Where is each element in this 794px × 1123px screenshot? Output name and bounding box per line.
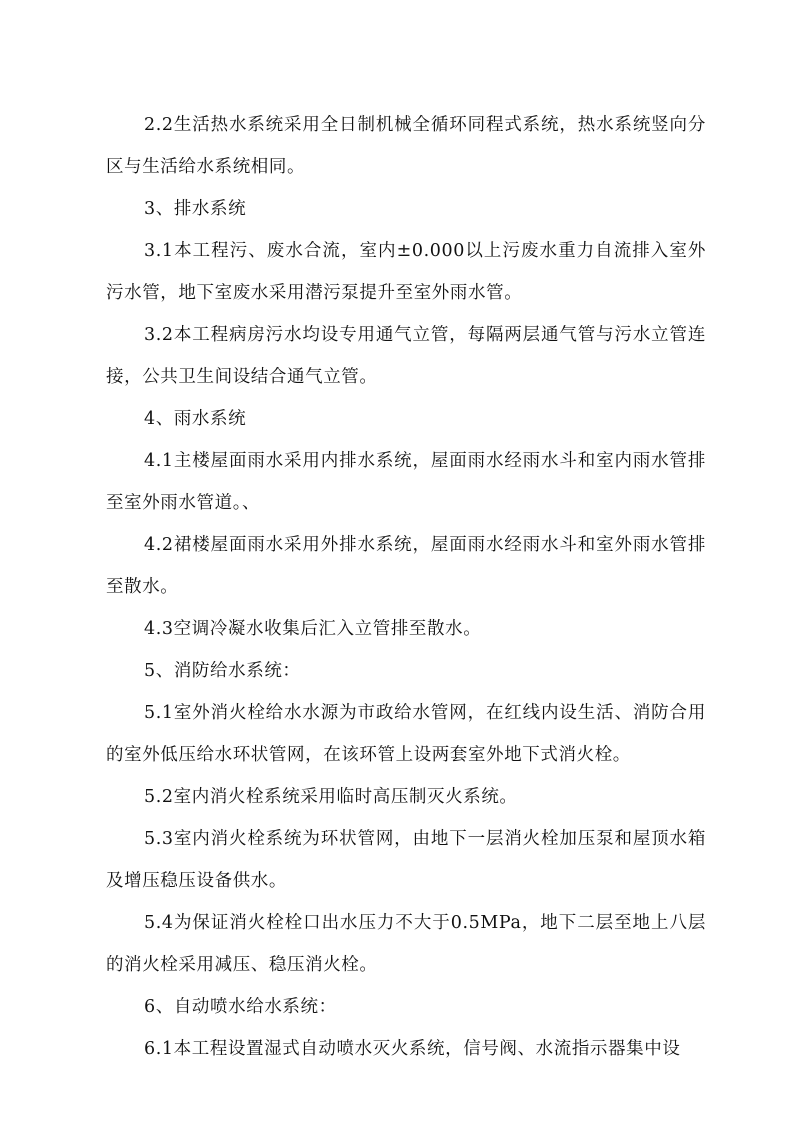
paragraph-3-2-vent-stack: 3.2本工程病房污水均设专用通气立管，每隔两层通气管与污水立管连接，公共卫生间设结合通气立管。 xyxy=(106,325,706,387)
paragraph-4-2-podium-roof: 4.2裙楼屋面雨水采用外排水系统，屋面雨水经雨水斗和室外雨水管排至散水。 xyxy=(106,535,706,597)
paragraph-6-1-wet-sprinkler: 6.1本工程设置湿式自动喷水灭火系统，信号阀、水流指示器集中设 xyxy=(144,1039,681,1059)
document-body xyxy=(106,104,706,1070)
heading-3-drainage: 3、排水系统 xyxy=(144,199,247,219)
heading-6-sprinkler: 6、自动喷水给水系统： xyxy=(144,997,337,1017)
paragraph-4-1-main-roof: 4.1主楼屋面雨水采用内排水系统，屋面雨水经雨水斗和室内雨水管排至室外雨水管道。、 xyxy=(106,451,706,513)
paragraph-5-4-pressure: 5.4为保证消火栓栓口出水压力不大于0.5MPa，地下二层至地上八层的消火栓采用减压、稳压消火栓。 xyxy=(106,913,706,975)
paragraph-4-3-condensate: 4.3空调冷凝水收集后汇入立管排至散水。 xyxy=(144,619,482,639)
heading-4-rainwater: 4、雨水系统 xyxy=(144,409,247,429)
paragraph-2-2-hot-water: 2.2生活热水系统采用全日制机械全循环同程式系统，热水系统竖向分区与生活给水系统相同。 xyxy=(106,115,706,177)
paragraph-5-3-ring-network: 5.3室内消火栓系统为环状管网，由地下一层消火栓加压泵和屋顶水箱及增压稳压设备供水。 xyxy=(106,829,706,891)
paragraph-3-1-sewage: 3.1本工程污、废水合流，室内±0.000以上污废水重力自流排入室外污水管，地下室废水采用潜污泵提升至室外雨水管。 xyxy=(106,241,706,303)
paragraph-5-2-indoor-hydrant: 5.2室内消火栓系统采用临时高压制灭火系统。 xyxy=(144,787,518,807)
paragraph-5-1-outdoor-hydrant: 5.1室外消火栓给水水源为市政给水管网，在红线内设生活、消防合用的室外低压给水环状管网，在该环管上设两套室外地下式消火栓。 xyxy=(106,703,706,765)
heading-5-fire-water: 5、消防给水系统： xyxy=(144,661,301,681)
